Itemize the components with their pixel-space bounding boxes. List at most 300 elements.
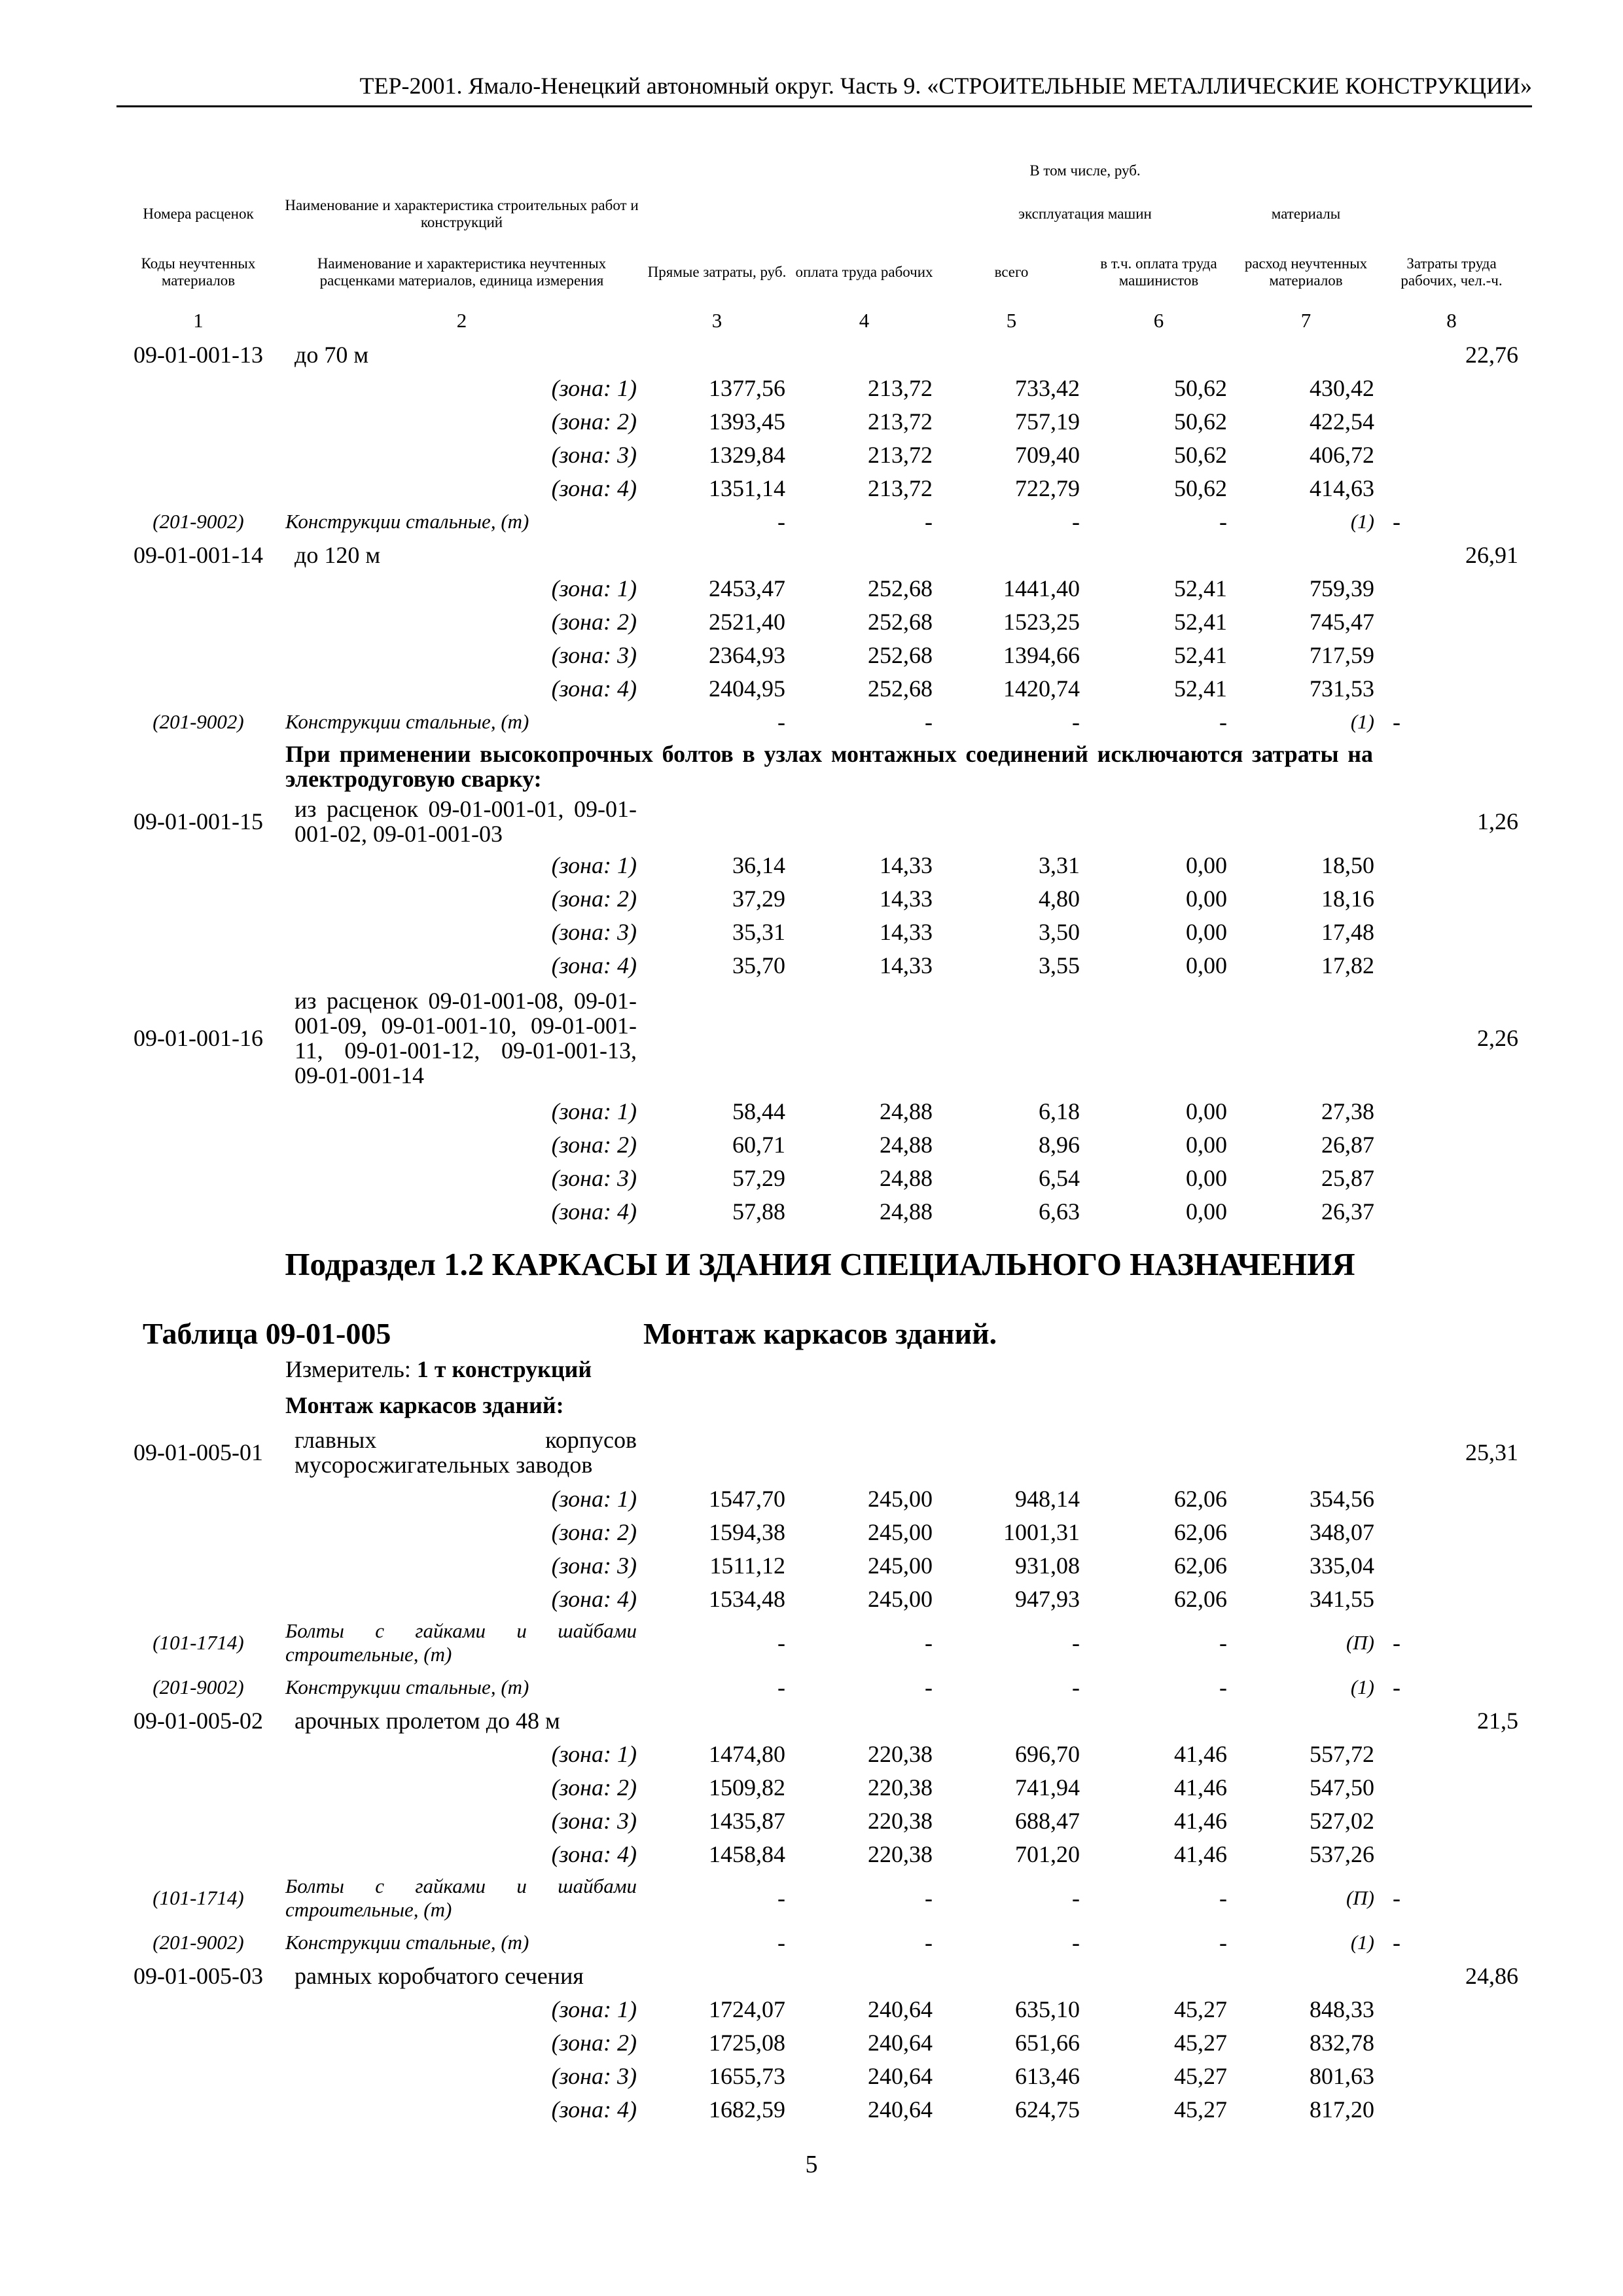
table-cell: 58,44 — [732, 1098, 785, 1124]
table-title-row — [116, 1300, 1524, 1351]
table-cell: 213,72 — [868, 408, 933, 435]
table-cell: (1) — [1350, 709, 1375, 733]
dash-cell: - — [777, 708, 785, 735]
dash-cell: - — [925, 1885, 933, 1911]
table-cell: 1351,14 — [709, 475, 785, 501]
dash-cell: - — [1393, 1929, 1401, 1956]
table-cell: 430,42 — [1310, 374, 1375, 401]
table-row — [116, 571, 1524, 605]
rate-code: 09-01-005-01 — [134, 1439, 263, 1465]
table-cell: 213,72 — [868, 374, 933, 401]
table-cell: 931,08 — [1015, 1552, 1080, 1579]
table-row — [116, 1992, 1524, 2026]
table-cell: 3,31 — [1039, 852, 1080, 878]
table-cell: 57,29 — [732, 1164, 785, 1191]
table-row — [116, 438, 1524, 471]
dash-cell: - — [1393, 1885, 1401, 1911]
table-cell: 220,38 — [868, 1774, 933, 1801]
table-row — [116, 1194, 1524, 1228]
dash-cell: - — [777, 508, 785, 535]
table-cell: 27,38 — [1321, 1098, 1375, 1124]
table-cell: 35,70 — [732, 952, 785, 978]
table-cell: 50,62 — [1174, 441, 1227, 468]
table-cell: 8,96 — [1039, 1131, 1080, 1158]
header-cell-empty — [116, 154, 280, 187]
table-row — [116, 1837, 1524, 1871]
table-cell: 18,16 — [1321, 885, 1375, 912]
table-cell: 745,47 — [1310, 608, 1375, 635]
table-cell: 527,02 — [1310, 1807, 1375, 1834]
table-cell: 1509,82 — [709, 1774, 785, 1801]
table-cell: 52,41 — [1174, 575, 1227, 601]
zone-label: (зона: 2) — [551, 2029, 637, 2056]
table-cell: 0,00 — [1186, 1198, 1227, 1225]
table-cell: 733,42 — [1015, 374, 1080, 401]
page-number: 5 — [805, 2151, 818, 2178]
table-cell: 26,87 — [1321, 1131, 1375, 1158]
group-title: Монтаж каркасов зданий: — [285, 1392, 564, 1418]
dash-cell: - — [1072, 1885, 1080, 1911]
table-cell: 613,46 — [1015, 2062, 1080, 2089]
table-cell: 5 — [1006, 309, 1017, 332]
table-row — [116, 795, 1524, 848]
header-materials: материалы — [1271, 206, 1341, 222]
table-cell: 696,70 — [1015, 1740, 1080, 1767]
table-cell: 1 — [193, 309, 204, 332]
table-cell: 757,19 — [1015, 408, 1080, 435]
table-cell: 4 — [859, 309, 870, 332]
table-cell: 3,50 — [1039, 918, 1080, 945]
table-cell: 52,41 — [1174, 608, 1227, 635]
labor-cost: 22,76 — [1465, 341, 1519, 368]
table-cell: (П) — [1346, 1631, 1375, 1654]
table-cell: 731,53 — [1310, 675, 1375, 702]
header-col2a: Наименование и характеристика строительных работ и конструкций — [285, 197, 639, 230]
table-cell: 701,20 — [1015, 1840, 1080, 1867]
header-col3: Прямые затраты, руб. — [647, 264, 787, 280]
table-cell: 1435,87 — [709, 1807, 785, 1834]
material-row — [116, 505, 1524, 538]
dash-cell: - — [1072, 1674, 1080, 1700]
material-row — [116, 1926, 1524, 1959]
table-cell: 24,88 — [880, 1131, 933, 1158]
table-row — [116, 1128, 1524, 1161]
table-cell: 406,72 — [1310, 441, 1375, 468]
table-cell: 1001,31 — [1003, 1518, 1080, 1545]
rate-name: из расценок 09-01-001-08, 09-01-001-09, 09-01-001-10, 09-01-001-11, 09-01-001-12, 09-01-001-13, 09-01-001-14 — [294, 988, 637, 1088]
zone-label: (зона: 3) — [551, 641, 637, 668]
zone-label: (зона: 1) — [551, 1996, 637, 2022]
table-cell: 62,06 — [1174, 1518, 1227, 1545]
table-cell: Конструкции стальные, (т) — [285, 1675, 529, 1698]
zone-label: (зона: 4) — [551, 675, 637, 702]
zone-label: (зона: 2) — [551, 885, 637, 912]
table-cell: 6,54 — [1039, 1164, 1080, 1191]
table-cell: 948,14 — [1015, 1485, 1080, 1512]
table-cell: 817,20 — [1310, 2096, 1375, 2123]
header-col1b: Коды неучтенных материалов — [141, 255, 256, 289]
table-cell: 0,00 — [1186, 1164, 1227, 1191]
table-cell: 17,48 — [1321, 918, 1375, 945]
table-cell: Конструкции стальные, (т) — [285, 509, 529, 533]
table-cell: 220,38 — [868, 1840, 933, 1867]
table-cell: 4,80 — [1039, 885, 1080, 912]
table-cell: 240,64 — [868, 2096, 933, 2123]
table-row — [116, 1094, 1524, 1128]
table-row — [116, 672, 1524, 705]
table-row — [116, 1423, 1524, 1482]
dash-cell: - — [777, 1674, 785, 1700]
table-cell: 3 — [711, 309, 722, 332]
header-col1a: Номера расценок — [143, 206, 254, 222]
header-col2b: Наименование и характеристика неучтенных расценками материалов, единица измерения — [317, 255, 607, 289]
table-cell: 41,46 — [1174, 1740, 1227, 1767]
table-cell: 2404,95 — [709, 675, 785, 702]
table-row — [116, 404, 1524, 438]
table-label: Таблица 09-01-005 — [143, 1317, 391, 1350]
table-cell: Конструкции стальные, (т) — [285, 709, 529, 733]
table-cell: 24,88 — [880, 1098, 933, 1124]
dash-cell: - — [925, 508, 933, 535]
zone-label: (зона: 1) — [551, 1740, 637, 1767]
table-cell: 1474,80 — [709, 1740, 785, 1767]
table-cell: 635,10 — [1015, 1996, 1080, 2022]
dash-cell: - — [925, 1929, 933, 1956]
table-cell: (201-9002) — [152, 1675, 244, 1698]
dash-cell: - — [1072, 508, 1080, 535]
dash-cell: - — [925, 708, 933, 735]
zone-label: (зона: 4) — [551, 952, 637, 978]
table-cell: 37,29 — [732, 885, 785, 912]
table-cell: 557,72 — [1310, 1740, 1375, 1767]
table-row — [116, 1804, 1524, 1837]
table-row — [116, 1582, 1524, 1615]
table-cell: 45,27 — [1174, 1996, 1227, 2022]
table-cell: 24,88 — [880, 1198, 933, 1225]
subsection-title: Подраздел 1.2 КАРКАСЫ И ЗДАНИЯ СПЕЦИАЛЬНОГО НАЗНАЧЕНИЯ — [285, 1246, 1355, 1282]
table-cell: Болты с гайками и шайбами строительные, (т) — [285, 1874, 637, 1921]
table-cell: 245,00 — [868, 1485, 933, 1512]
table-cell: 18,50 — [1321, 852, 1375, 878]
rate-name: арочных пролетом до 48 м — [294, 1707, 560, 1734]
table-cell: 0,00 — [1186, 885, 1227, 912]
table-cell: 6,18 — [1039, 1098, 1080, 1124]
table-cell: 1594,38 — [709, 1518, 785, 1545]
table-cell: 354,56 — [1310, 1485, 1375, 1512]
rate-code: 09-01-005-02 — [134, 1707, 263, 1734]
table-cell: 651,66 — [1015, 2029, 1080, 2056]
table-cell: 14,33 — [880, 918, 933, 945]
table-cell: 245,00 — [868, 1585, 933, 1612]
zone-label: (зона: 3) — [551, 1552, 637, 1579]
table-cell: 2453,47 — [709, 575, 785, 601]
table-cell: 62,06 — [1174, 1485, 1227, 1512]
table-cell: 7 — [1300, 309, 1311, 332]
zone-label: (зона: 1) — [551, 1098, 637, 1124]
zone-label: (зона: 4) — [551, 1585, 637, 1612]
zone-label: (зона: 2) — [551, 1774, 637, 1801]
table-row — [116, 338, 1524, 371]
dash-cell: - — [1219, 708, 1227, 735]
table-cell: 722,79 — [1015, 475, 1080, 501]
table-row — [116, 882, 1524, 915]
zone-label: (зона: 1) — [551, 852, 637, 878]
rate-code: 09-01-001-15 — [134, 808, 263, 834]
table-cell: 52,41 — [1174, 675, 1227, 702]
table-cell: 1394,66 — [1003, 641, 1080, 668]
note-text: При применении высокопрочных болтов в узлах монтажных соединений исключаются затраты на электродуговую сварку: — [285, 741, 1374, 792]
table-cell: (201-9002) — [152, 1930, 244, 1954]
zone-label: (зона: 2) — [551, 608, 637, 635]
table-cell: 50,62 — [1174, 475, 1227, 501]
measure-value: 1 т конструкций — [416, 1356, 592, 1382]
table-cell: 0,00 — [1186, 1131, 1227, 1158]
zone-label: (зона: 3) — [551, 2062, 637, 2089]
table-cell: 245,00 — [868, 1518, 933, 1545]
table-row — [116, 948, 1524, 982]
rate-name: рамных коробчатого сечения — [294, 1962, 584, 1989]
table-cell: 0,00 — [1186, 1098, 1227, 1124]
table-cell: 1420,74 — [1003, 675, 1080, 702]
table-cell: (1) — [1350, 509, 1375, 533]
table-cell: 62,06 — [1174, 1585, 1227, 1612]
zone-label: (зона: 4) — [551, 1198, 637, 1225]
zone-label: (зона: 2) — [551, 1131, 637, 1158]
table-cell: Конструкции стальные, (т) — [285, 1930, 529, 1954]
table-cell: 1523,25 — [1003, 608, 1080, 635]
labor-cost: 1,26 — [1477, 808, 1519, 834]
table-cell: 801,63 — [1310, 2062, 1375, 2089]
table-cell: 348,07 — [1310, 1518, 1375, 1545]
table-cell: 24,88 — [880, 1164, 933, 1191]
table-row — [116, 1704, 1524, 1737]
table-cell: 36,14 — [732, 852, 785, 878]
labor-cost: 26,91 — [1465, 541, 1519, 568]
table-row — [116, 1161, 1524, 1194]
table-cell: 41,46 — [1174, 1774, 1227, 1801]
table-cell: 213,72 — [868, 441, 933, 468]
rate-name: из расценок 09-01-001-01, 09-01-001-02, 09-01-001-03 — [294, 796, 637, 847]
zone-label: (зона: 1) — [551, 575, 637, 601]
table-cell: 1724,07 — [709, 1996, 785, 2022]
table-cell: 759,39 — [1310, 575, 1375, 601]
dash-cell: - — [1219, 1929, 1227, 1956]
table-cell: 624,75 — [1015, 2096, 1080, 2123]
table-cell: 0,00 — [1186, 952, 1227, 978]
zone-label: (зона: 3) — [551, 1807, 637, 1834]
zone-label: (зона: 3) — [551, 918, 637, 945]
labor-cost: 2,26 — [1477, 1025, 1519, 1051]
table-cell: 1329,84 — [709, 441, 785, 468]
zone-label: (зона: 2) — [551, 408, 637, 435]
table-cell: 947,93 — [1015, 1585, 1080, 1612]
table-cell: 422,54 — [1310, 408, 1375, 435]
table-row — [116, 1549, 1524, 1582]
dash-cell: - — [1393, 708, 1401, 735]
table-cell: 62,06 — [1174, 1552, 1227, 1579]
dash-cell: - — [1393, 1674, 1401, 1700]
table-name: Монтаж каркасов зданий. — [643, 1317, 997, 1350]
material-row — [116, 1670, 1524, 1704]
table-cell: 17,82 — [1321, 952, 1375, 978]
measure-label: Измеритель: — [285, 1356, 411, 1382]
header-col7: расход неучтенных материалов — [1244, 255, 1368, 289]
table-row — [116, 605, 1524, 638]
table-cell: 1534,48 — [709, 1585, 785, 1612]
table-cell: 2 — [456, 309, 467, 332]
dash-cell: - — [1219, 1885, 1227, 1911]
table-cell: 1511,12 — [709, 1552, 785, 1579]
rate-code: 09-01-001-13 — [134, 341, 263, 368]
rate-code: 09-01-005-03 — [134, 1962, 263, 1989]
dash-cell: - — [1219, 508, 1227, 535]
price-table — [116, 154, 1524, 2126]
labor-cost: 21,5 — [1477, 1707, 1519, 1734]
table-row — [116, 638, 1524, 672]
table-cell: 1393,45 — [709, 408, 785, 435]
table-cell: 245,00 — [868, 1552, 933, 1579]
table-cell: 1655,73 — [709, 2062, 785, 2089]
measure-row — [116, 1351, 1524, 1388]
header-col8: Затраты труда рабочих, чел.-ч. — [1400, 255, 1503, 289]
table-cell: 1441,40 — [1003, 575, 1080, 601]
table-cell: 8 — [1446, 309, 1457, 332]
note-row — [116, 738, 1524, 795]
zone-label: (зона: 3) — [551, 441, 637, 468]
dash-cell: - — [1393, 1630, 1401, 1656]
table-cell: 52,41 — [1174, 641, 1227, 668]
table-cell: (201-9002) — [152, 509, 244, 533]
table-cell: 414,63 — [1310, 475, 1375, 501]
table-cell: 57,88 — [732, 1198, 785, 1225]
rate-name: до 70 м — [294, 341, 369, 368]
table-cell: Болты с гайками и шайбами строительные, (т) — [285, 1619, 637, 1666]
table-cell: 688,47 — [1015, 1807, 1080, 1834]
table-cell: 1682,59 — [709, 2096, 785, 2123]
table-cell: 2521,40 — [709, 608, 785, 635]
table-cell: (201-9002) — [152, 709, 244, 733]
table-cell: 50,62 — [1174, 374, 1227, 401]
table-row — [116, 2026, 1524, 2059]
table-row — [116, 538, 1524, 571]
table-row — [116, 915, 1524, 948]
table-cell: 26,37 — [1321, 1198, 1375, 1225]
table-cell: 6 — [1153, 309, 1164, 332]
header-machines: эксплуатация машин — [1018, 206, 1152, 222]
table-cell: 45,27 — [1174, 2029, 1227, 2056]
table-cell: 240,64 — [868, 2062, 933, 2089]
rate-code: 09-01-001-14 — [134, 541, 263, 568]
table-cell: 848,33 — [1310, 1996, 1375, 2022]
table-cell: 50,62 — [1174, 408, 1227, 435]
table-cell: 252,68 — [868, 608, 933, 635]
material-row — [116, 705, 1524, 738]
table-row — [116, 982, 1524, 1094]
header-col4: оплата труда рабочих — [795, 264, 933, 280]
table-cell: (1) — [1350, 1675, 1375, 1698]
table-cell: 252,68 — [868, 575, 933, 601]
dash-cell: - — [1072, 1929, 1080, 1956]
table-cell: 832,78 — [1310, 2029, 1375, 2056]
dash-cell: - — [777, 1885, 785, 1911]
table-cell: 741,94 — [1015, 1774, 1080, 1801]
table-cell: 547,50 — [1310, 1774, 1375, 1801]
table-cell: 3,55 — [1039, 952, 1080, 978]
table-cell: 1377,56 — [709, 374, 785, 401]
table-cell: 1458,84 — [709, 1840, 785, 1867]
table-cell: 0,00 — [1186, 852, 1227, 878]
table-row — [116, 1959, 1524, 1992]
table-cell: (101-1714) — [152, 1631, 244, 1654]
header-incl: В том числе, руб. — [1029, 162, 1141, 179]
rate-code: 09-01-001-16 — [134, 1025, 263, 1051]
zone-label: (зона: 3) — [551, 1164, 637, 1191]
header-col6: в т.ч. оплата труда машинистов — [1100, 255, 1217, 289]
table-row — [116, 371, 1524, 404]
table-cell: 14,33 — [880, 885, 933, 912]
zone-label: (зона: 2) — [551, 1518, 637, 1545]
table-row — [116, 2092, 1524, 2126]
table-cell: 45,27 — [1174, 2062, 1227, 2089]
page-header: ТЕР-2001. Ямало-Ненецкий автономный округ. Часть 9. «СТРОИТЕЛЬНЫЕ МЕТАЛЛИЧЕСКИЕ КОНСТРУКЦИИ» — [116, 69, 1532, 107]
table-cell: 2364,93 — [709, 641, 785, 668]
table-cell: 25,87 — [1321, 1164, 1375, 1191]
dash-cell: - — [1219, 1674, 1227, 1700]
table-cell: 252,68 — [868, 641, 933, 668]
header-col5: всего — [994, 264, 1029, 280]
table-cell: 14,33 — [880, 852, 933, 878]
table-cell: (1) — [1350, 1930, 1375, 1954]
material-row — [116, 1615, 1524, 1670]
table-cell: 252,68 — [868, 675, 933, 702]
table-cell: 14,33 — [880, 952, 933, 978]
table-cell: 41,46 — [1174, 1807, 1227, 1834]
dash-cell: - — [777, 1630, 785, 1656]
labor-cost: 25,31 — [1465, 1439, 1519, 1465]
header-col-numbers — [116, 304, 1524, 338]
rate-name: до 120 м — [294, 541, 381, 568]
zone-label: (зона: 4) — [551, 475, 637, 501]
dash-cell: - — [1393, 508, 1401, 535]
table-cell: 537,26 — [1310, 1840, 1375, 1867]
zone-label: (зона: 1) — [551, 374, 637, 401]
table-row — [116, 1482, 1524, 1515]
table-row — [116, 1737, 1524, 1770]
table-row — [116, 1515, 1524, 1549]
table-cell: 240,64 — [868, 2029, 933, 2056]
table-cell: 1725,08 — [709, 2029, 785, 2056]
table-cell: (101-1714) — [152, 1886, 244, 1909]
table-cell: 335,04 — [1310, 1552, 1375, 1579]
table-cell: 213,72 — [868, 475, 933, 501]
table-cell: 240,64 — [868, 1996, 933, 2022]
table-row — [116, 848, 1524, 882]
table-cell: 41,46 — [1174, 1840, 1227, 1867]
labor-cost: 24,86 — [1465, 1962, 1519, 1989]
dash-cell: - — [925, 1674, 933, 1700]
table-row — [116, 2059, 1524, 2092]
zone-label: (зона: 1) — [551, 1485, 637, 1512]
zone-label: (зона: 4) — [551, 2096, 637, 2123]
table-cell: (П) — [1346, 1886, 1375, 1909]
rate-name: главных корпусов мусоросжигательных заводов — [294, 1427, 637, 1478]
table-row — [116, 1770, 1524, 1804]
dash-cell: - — [777, 1929, 785, 1956]
group-row — [116, 1388, 1524, 1423]
table-cell: 0,00 — [1186, 918, 1227, 945]
dash-cell: - — [1072, 708, 1080, 735]
table-cell: 6,63 — [1039, 1198, 1080, 1225]
